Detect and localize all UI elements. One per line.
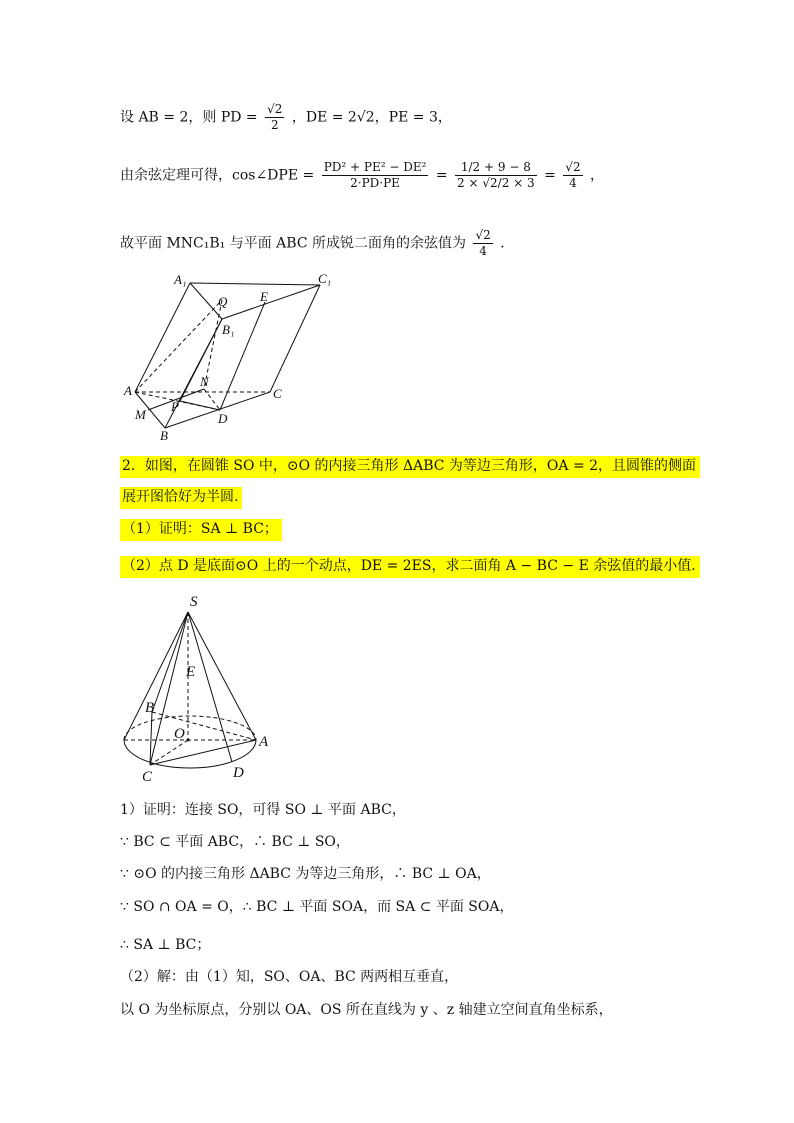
substitution-fraction — [455, 160, 537, 191]
result-fraction — [563, 160, 582, 191]
problem2-stem-line1 — [120, 456, 700, 476]
pd-numerator: √2 — [267, 102, 283, 116]
label-S: S — [190, 594, 198, 610]
result-denominator: 4 — [569, 176, 577, 190]
label-C1: C₁ — [318, 271, 332, 286]
proof-text-1: 1）证明：连接 SO，可得 SO ⊥ 平面 ABC， — [120, 802, 406, 818]
label-A1: A₁ — [174, 272, 187, 287]
cosine-numerator: PD² + PE² − DE² — [323, 160, 427, 174]
answer-fraction — [473, 228, 492, 259]
proof-text-7: 以 O 为坐标原点，分别以 OA、OS 所在直线为 y 、z 轴建立空间直角坐标系， — [120, 1002, 613, 1018]
proof-line-7 — [120, 1000, 613, 1020]
problem2-question-1: （1）证明：SA ⊥ BC； — [120, 519, 282, 541]
problem2-stem-2: 展开图恰好为半圆. — [120, 487, 242, 509]
cosine-fraction — [322, 160, 429, 191]
proof-line-1 — [120, 800, 406, 820]
equals-sign-2: = — [544, 167, 556, 184]
substitution-numerator: 1/2 + 9 − 8 — [455, 160, 537, 176]
label-C: C — [142, 769, 153, 785]
proof-line-5 — [120, 935, 210, 955]
label-A: A — [124, 383, 132, 398]
proof-text-3: ∵ ⊙O 的内接三角形 ΔABC 为等边三角形，∴ BC ⊥ OA， — [120, 866, 491, 882]
problem2-question-2: （2）点 D 是底面⊙O 上的一个动点，DE = 2ES，求二面角 A − BC − E 余弦值的最小值. — [120, 556, 700, 578]
solution-line-1 — [120, 102, 452, 133]
label-D: D — [218, 411, 228, 426]
label-B1: B₁ — [222, 322, 235, 337]
problem2-question2-line — [120, 556, 700, 576]
proof-line-6 — [120, 967, 458, 987]
equals-sign: = — [435, 167, 448, 184]
line3-text: 故平面 MNC₁B₁ 与平面 ABC 所成锐二面角的余弦值为 — [120, 235, 466, 252]
prism-figure — [118, 268, 348, 448]
line1-text-a: 设 AB = 2，则 PD = — [120, 109, 258, 126]
answer-denominator: 4 — [479, 244, 487, 258]
proof-line-3 — [120, 864, 491, 884]
label-B: B — [145, 700, 155, 716]
pd-denominator: 2 — [270, 118, 279, 132]
line2-end: ， — [590, 167, 605, 184]
label-B: B — [160, 428, 168, 443]
label-P: P — [171, 399, 179, 414]
line1-text-b: ，DE = 2√2，PE = 3， — [291, 109, 452, 126]
pd-fraction — [265, 102, 284, 133]
proof-text-5: ∴ SA ⊥ BC； — [120, 937, 211, 953]
proof-text-4: ∵ SO ∩ OA = O，∴ BC ⊥ 平面 SOA，而 SA ⊂ 平面 SOA， — [120, 899, 514, 915]
label-E: E — [260, 289, 268, 304]
line3-end: . — [500, 235, 505, 252]
solution-line-2 — [120, 160, 604, 191]
answer-numerator: √2 — [475, 228, 491, 242]
label-O: O — [174, 726, 185, 742]
line2-text-a: 由余弦定理可得，cos∠DPE = — [120, 167, 315, 184]
label-Q: Q — [218, 294, 228, 309]
label-M: M — [135, 407, 146, 422]
proof-line-2 — [120, 832, 350, 852]
cone-figure — [118, 588, 288, 788]
label-A: A — [259, 734, 269, 750]
label-E: E — [186, 664, 196, 680]
solution-line-3 — [120, 228, 505, 259]
cosine-denominator: 2·PD·PE — [350, 176, 400, 190]
proof-line-4 — [120, 897, 513, 917]
substitution-denominator: 2 × √2/2 × 3 — [457, 176, 535, 190]
label-C: C — [273, 386, 282, 401]
problem2-question1-line — [120, 519, 282, 539]
problem2-stem-line2 — [120, 487, 242, 507]
result-numerator: √2 — [565, 160, 581, 174]
proof-text-2: ∵ BC ⊂ 平面 ABC，∴ BC ⊥ SO， — [120, 834, 350, 850]
label-D: D — [233, 765, 244, 781]
label-N: N — [200, 374, 209, 389]
proof-text-6: （2）解：由（1）知，SO、OA、BC 两两相互垂直， — [120, 969, 459, 985]
problem2-stem-1: 2．如图，在圆锥 SO 中，⊙O 的内接三角形 ΔABC 为等边三角形，OA = 2，且圆锥的侧面 — [120, 456, 700, 478]
